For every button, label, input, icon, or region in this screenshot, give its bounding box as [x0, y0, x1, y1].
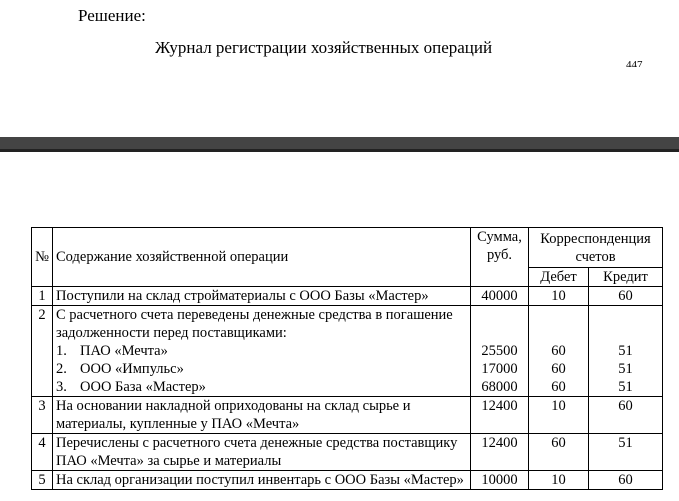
row-sum: 40000: [471, 287, 529, 306]
journal-title: Журнал регистрации хозяйственных операций: [155, 38, 493, 57]
row-credit: 60: [589, 397, 663, 434]
row-credit: 60: [589, 471, 663, 490]
row-debit: 60: [529, 434, 589, 471]
table-row: [32, 306, 663, 397]
header-sum: Сумма, руб.: [471, 228, 529, 287]
table-row: [32, 397, 663, 434]
row-debit: 10: [529, 287, 589, 306]
item-credit: 51: [618, 379, 633, 395]
table-row: [32, 471, 663, 490]
list-item-label: ООО База «Мастер»: [80, 379, 206, 395]
row-credit: 51: [589, 434, 663, 471]
row-number: 5: [32, 471, 53, 490]
row-credit: 60: [589, 287, 663, 306]
item-sum: 25500: [481, 343, 518, 359]
page-break-band: [0, 137, 679, 152]
list-item-number: 3.: [56, 379, 67, 395]
row-sum: 12400: [471, 434, 529, 471]
row-debit: [529, 306, 589, 397]
header-correspondence: Корреспонденция счетов: [529, 228, 663, 268]
row-number: 3: [32, 397, 53, 434]
list-item-number: 1.: [56, 343, 67, 359]
row-text: На основании накладной оприходованы на склад сырье и материалы, купленные у ПАО «Мечта»: [53, 397, 471, 434]
item-sum: 17000: [481, 361, 518, 377]
row-sum: [471, 306, 529, 397]
heading: Решение:: [78, 6, 146, 25]
table-row: [32, 287, 663, 306]
header-credit: Кредит: [589, 268, 663, 287]
row-text: Поступили на склад стройматериалы с ООО Базы «Мастер»: [53, 287, 471, 306]
table-header-row: [32, 228, 663, 268]
row-number: 1: [32, 287, 53, 306]
item-debit: 60: [551, 343, 566, 359]
row-sum: 10000: [471, 471, 529, 490]
header-content: Содержание хозяйственной операции: [53, 228, 471, 287]
list-item: [56, 342, 467, 360]
item-debit: 60: [551, 361, 566, 377]
list-item-number: 2.: [56, 361, 67, 377]
item-credit: 51: [618, 343, 633, 359]
table-row: [32, 434, 663, 471]
row-intro-text: С расчетного счета переведены денежные средства в погашение задолженности перед поставщиками:: [56, 307, 453, 341]
header-debit: Дебет: [529, 268, 589, 287]
row-text: На склад организации поступил инвентарь с ООО Базы «Мастер»: [53, 471, 471, 490]
list-item: [56, 378, 467, 396]
item-debit: 60: [551, 379, 566, 395]
operations-journal-table: [31, 227, 663, 490]
list-item-label: ООО «Импульс»: [80, 361, 184, 377]
row-debit: 10: [529, 471, 589, 490]
row-text: [53, 306, 471, 397]
row-text: Перечислены с расчетного счета денежные средства поставщику ПАО «Мечта» за сырье и материалы: [53, 434, 471, 471]
list-item-label: ПАО «Мечта»: [80, 343, 168, 359]
row-sum: 12400: [471, 397, 529, 434]
item-sum: 68000: [481, 379, 518, 395]
row-debit: 10: [529, 397, 589, 434]
row-number: 2: [32, 306, 53, 397]
page-number: 447: [626, 59, 643, 67]
item-credit: 51: [618, 361, 633, 377]
header-number: №: [32, 228, 53, 287]
row-credit: [589, 306, 663, 397]
row-number: 4: [32, 434, 53, 471]
list-item: [56, 360, 467, 378]
